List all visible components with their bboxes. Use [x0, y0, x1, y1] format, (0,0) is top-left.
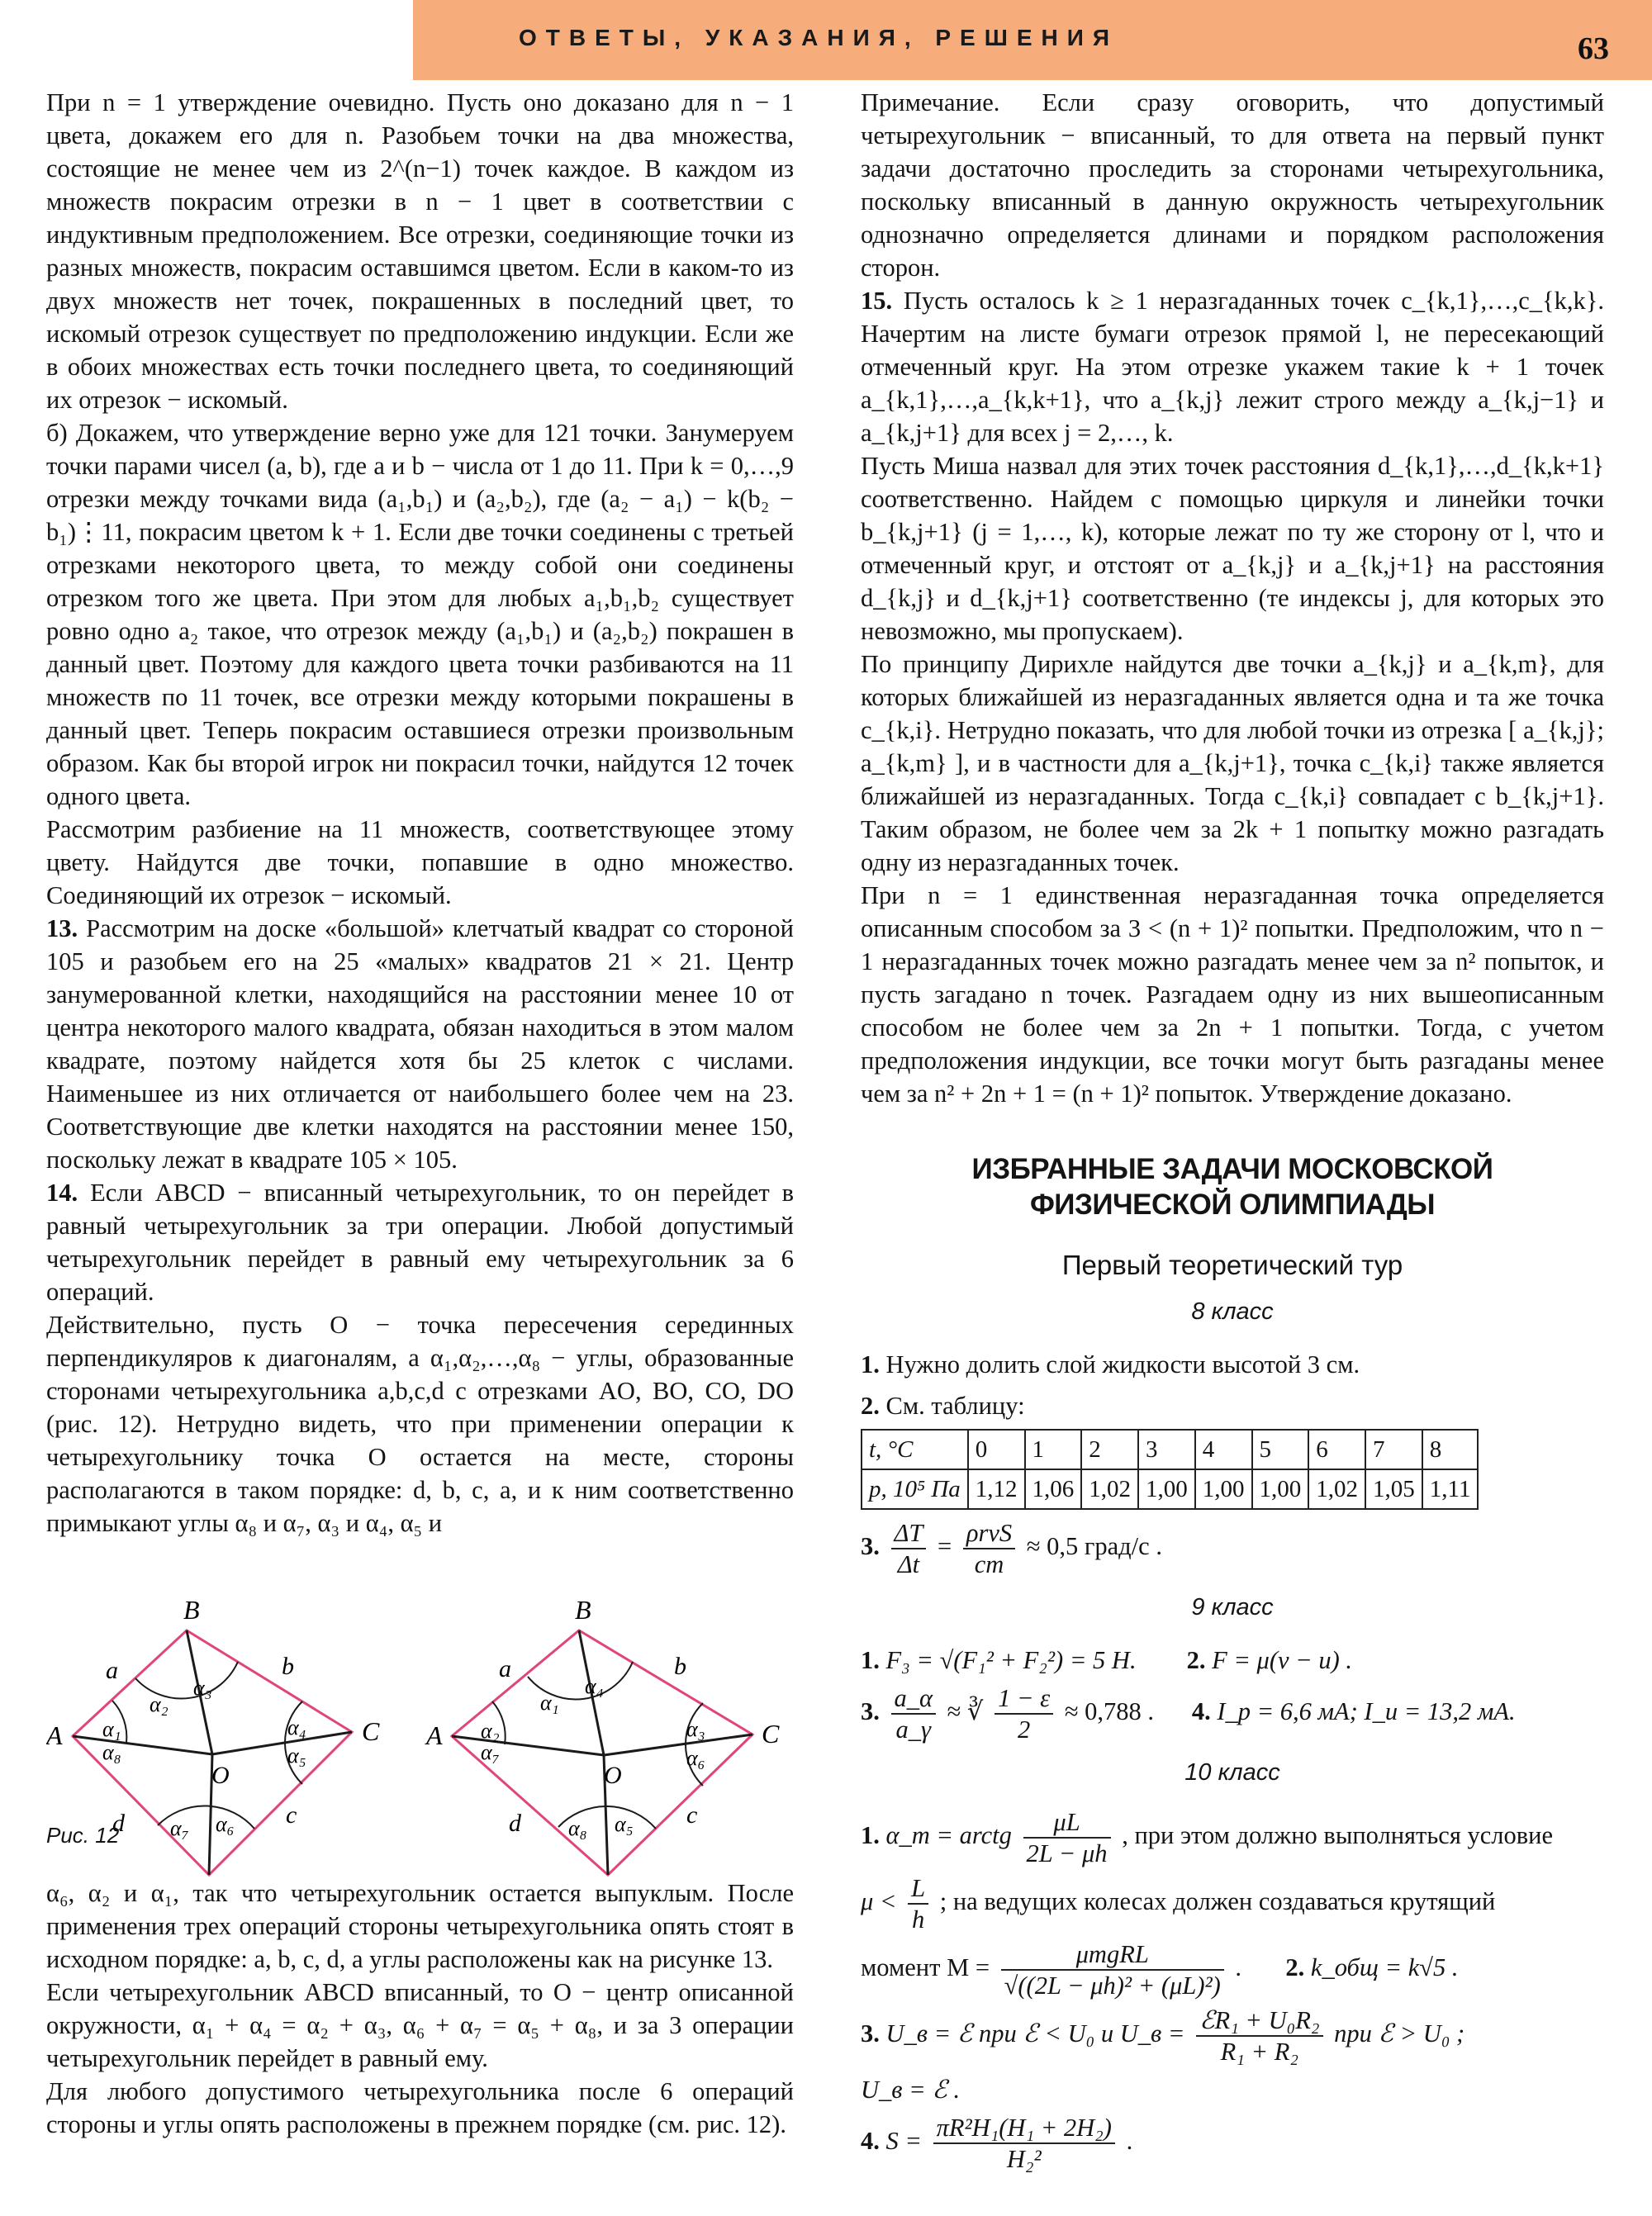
fraction-denominator: cm — [974, 1550, 1004, 1578]
paragraph-partition: Рассмотрим разбиение на 11 множеств, соответствующее этому цвету. Найдутся две точки, попавшие в одно множество. Соединяющий их отрезок − искомый. — [46, 815, 794, 909]
answer-10-3-number: 3. — [861, 2019, 880, 2048]
section-title-line-2: ФИЗИЧЕСКОЙ ОЛИМПИАДЫ — [1029, 1189, 1436, 1221]
paragraph-six-operations: Для любого допустимого четырехугольника после 6 операций стороны и углы опять расположены в прежнем порядке (см. рис. 12). — [46, 2077, 794, 2138]
label-c-left: C — [362, 1716, 380, 1746]
answer-8-2-number: 2. — [861, 1392, 880, 1420]
answer-9-4-number: 4. — [1191, 1697, 1211, 1725]
fraction-denominator: a_γ — [895, 1715, 932, 1744]
paragraph-induction: При n = 1 утверждение очевидно. Пусть оно доказано для n − 1 цвета, докажем его для n. Разобьем точки на два множества, состоящие не менее чем из 2^(n−1) точек каждое. В каждом из множеств покрасим отрезки в n − 1 цвет в соответствии с индуктивным предположением. Все отрезки, соединяющие точки из разных множеств, покрасим оставшимся цветом. Если в каком-то из двух множеств нет точек, покрашенных в последний цвет, то искомый отрезок существует по предположению индукции. Если же в обоих множествах есть точки последнего цвета, то соединяющий их отрезок − искомый. — [46, 88, 794, 414]
answer-8-3-tail: ≈ 0,5 град/с . — [1026, 1532, 1162, 1560]
table-cell: 2 — [1081, 1430, 1138, 1469]
fraction-moment — [1001, 1939, 1224, 2000]
paragraph-part-b: б) Докажем, что утверждение верно уже для 121 точки. Занумеруем точки парами чисел (a, b), где a и b − числа от 1 до 11. При k = 0,…,9 отрезки между точками вида (a₁,b₁) и (a₂,b₂), где (a₂ − a₁) − k(b₂ − b₁)⋮11, покрасим цветом k + 1. Если две точки соединены с третьей отрезками некоторого цвета, то между собой они соединены отрезком того же цвета. При этом для любых a₁,b₁,b₂ существует ровно одно a₂ такое, что отрезок между (a₁,b₁) и (a₂,b₂) покрашен в данный цвет. Поэтому для каждого цвета точки разбиваются на 11 множеств по 11 точек, все отрезки между которыми покрашены в данный цвет. Теперь покрасим оставшиеся отрезки произвольным образом. Как бы второй игрок ни покрасил точки, найдутся 12 точек одного цвета. — [46, 419, 794, 810]
answer-8-1-text: Нужно долить слой жидкости высотой 3 см. — [885, 1350, 1360, 1378]
fraction-numerator: ℰR₁ + U₀R₂ — [1196, 2005, 1322, 2037]
answer-9-3-tail: ≈ 0,788 . — [1064, 1697, 1155, 1725]
fraction-denominator: h — [912, 1905, 925, 1934]
section-title — [861, 1151, 1604, 1222]
answer-9-3-number: 3. — [861, 1697, 880, 1725]
answer-10-1 — [861, 1807, 1604, 1868]
angle-7-right: α₇ — [481, 1740, 500, 1764]
right-column — [861, 86, 1604, 2179]
section-title-line-1: ИЗБРАННЫЕ ЗАДАЧИ МОСКОВСКОЙ — [971, 1153, 1493, 1185]
page-number: 63 — [1578, 31, 1609, 66]
side-c-left: c — [286, 1801, 297, 1829]
segment-ao-right — [452, 1736, 604, 1755]
answer-10-3-a: U_в = ℰ при ℰ < U₀ и U_в = — [885, 2019, 1185, 2048]
round-subtitle: Первый теоретический тур — [1061, 1250, 1403, 1280]
problem-15 — [861, 284, 1604, 449]
label-o-left: O — [211, 1762, 230, 1789]
condition-head: μ < — [861, 1887, 897, 1915]
angle-4-left: α₄ — [287, 1715, 306, 1739]
paragraph-inscribed: Если четырехугольник ABCD вписанный, то O − центр описанной окружности, α₁ + α₄ = α₂ + α₃, α₆ + α₇ = α₅ + α₈, и за 3 операции четырехугольник перейдет в равный ему. — [46, 1978, 794, 2072]
problem-15-text: Пусть осталось k ≥ 1 неразгаданных точек c_{k,1},…,c_{k,k}. Начертим на листе бумаги отрезок прямой l, не пересекающий отмеченный круг. На этом отрезке укажем такие k + 1 точек a_{k,1},…,a_{k,k+1}, что a_{k,j} лежит строго между a_{k,j−1} и a_{k,j+1} для всех j = 2,…, k. — [861, 287, 1605, 447]
grade-10-heading: 10 класс — [1184, 1759, 1280, 1786]
segment-co-left — [212, 1732, 352, 1754]
segment-ao-left — [73, 1736, 212, 1754]
fraction-voltage — [1196, 2005, 1322, 2067]
answer-9-1-text: F₃ = √(F₁² + F₂²) = 5 Н. — [885, 1646, 1137, 1674]
answer-10-1-condition — [861, 1873, 1604, 1934]
answer-9-2-text: F = μ(v − u) . — [1212, 1646, 1353, 1674]
paragraph-misha: Пусть Миша назвал для этих точек расстояния d_{k,1},…,d_{k,k+1} соответственно. Найдем с помощью циркуля и линейки точки b_{k,j+1} (j = 1,…, k), которые лежат по ту же сторону от l, что и отмеченный круг, и отстоят от a_{k,j} и a_{k,j+1} на расстояния d_{k,j} и d_{k,j+1} соответственно (те индексы j, для которых это невозможно, мы пропускаем). — [861, 452, 1604, 645]
figure-12 — [46, 1546, 794, 1877]
label-b-left: B — [183, 1595, 200, 1625]
answer-10-4: 4. S = $\frac{\text{πR²H₁(H₁ + 2H₂)}}{\text{H₂²}}$ . — [861, 2114, 1133, 2173]
answer-9-3-4: 3. $\frac{a\_\alpha}{a\_\gamma}$ ≈ ∛ $\frac{1 - \varepsilon}{2}$ ≈ 0,788 . 4. I_р = 6,6 мА; I_и = 13,2 мА. — [861, 1684, 1516, 1744]
problem-13 — [46, 912, 794, 1176]
label-a-right: A — [426, 1720, 443, 1750]
side-b-right: b — [674, 1653, 686, 1680]
paragraph-convex: α₆, α₂ и α₁, так что четырехугольник остается выпуклым. После применения трех операций стороны четырехугольника опять стоят в исходном порядке: a, b, c, d, а углы расположены как на рисунке 13. — [46, 1879, 794, 1973]
angle-4-right: α₄ — [585, 1674, 604, 1698]
table-row-pressure — [862, 1469, 1478, 1509]
label-a-left: A — [46, 1720, 63, 1750]
fraction-numerator: ρrvS — [963, 1518, 1015, 1549]
fraction-area — [933, 2113, 1115, 2174]
pressure-table — [861, 1429, 1479, 1510]
answer-8-3: 3. $\frac{\Delta T}{\Delta t}$ = $\frac{\text{ρrvS}}{cm}$ ≈ 0,5 град/с . — [861, 1519, 1162, 1578]
table-cell: 1,11 — [1422, 1469, 1479, 1509]
answer-10-3-b: при ℰ > U₀ ; — [1334, 2019, 1465, 2048]
answer-10-3 — [861, 2005, 1604, 2067]
fraction-numerator: a_α — [891, 1683, 937, 1715]
angle-5-right: α₅ — [615, 1812, 634, 1836]
segment-co-right — [604, 1734, 752, 1755]
answer-10-1-tail: , при этом должно выполняться условие — [1122, 1821, 1554, 1849]
fraction-denominator: H₂² — [1006, 2145, 1042, 2173]
fraction-numerator: ΔT — [891, 1518, 927, 1549]
answer-10-3-c — [861, 2071, 1604, 2108]
answer-10-4-number: 4. — [861, 2127, 880, 2155]
answer-10-3-c-text: U_в = ℰ . — [861, 2076, 961, 2104]
answer-8-1-number: 1. — [861, 1350, 880, 1378]
paragraph-induction-n: При n = 1 единственная неразгаданная точка определяется описанным способом за 3 < (n + 1)² попытки. Предположим, что n − 1 неразгаданных точек можно разгадать менее чем за n² попыток, и пусть загадано n точек. Разгадаем одну из них вышеописанным способом не более чем за 2n + 1 попытки. Тогда, с учетом предположения индукции, все точки могут быть разгаданы менее чем за n² + 2n + 1 = (n + 1)² попыток. Утверждение доказано. — [861, 881, 1604, 1108]
fraction-a-alpha-gamma — [891, 1683, 937, 1744]
table-cell: 4 — [1195, 1430, 1252, 1469]
table-cell: 1 — [1025, 1430, 1082, 1469]
angle-8-left: α₈ — [102, 1740, 121, 1764]
grade-9-heading: 9 класс — [1191, 1594, 1274, 1620]
figure-caption: Рис. 12 — [46, 1823, 120, 1848]
fraction-numerator: 1 − ε — [995, 1683, 1053, 1715]
side-c-right: c — [686, 1801, 698, 1829]
fraction-numerator: L — [908, 1873, 928, 1905]
side-d-left: d — [112, 1810, 125, 1837]
problem-13-text: Рассмотрим на доске «большой» клетчатый квадрат со стороной 105 и разобьем его на 25 «малых» квадратов 21 × 21. Центр занумерованной клетки, находящийся на расстоянии менее 10 от центра некоторого малого квадрата, обязан находиться в этом малом квадрате, поэтому найдется хотя бы 25 клеток с числами. Наименьшее из них отличается от наибольшего более чем на 23. Соответствующие две клетки находятся на расстоянии менее 150, поскольку лежат в квадрате 105 × 105. — [46, 914, 795, 1174]
table-cell: 1,00 — [1195, 1469, 1252, 1509]
table-cell: 8 — [1422, 1430, 1479, 1469]
answer-9-4-text: I_р = 6,6 мА; I_и = 13,2 мА. — [1217, 1697, 1516, 1725]
fraction-numerator: μL — [1023, 1807, 1111, 1839]
fraction-one-minus-eps — [995, 1683, 1053, 1744]
fraction-denominator: 2L − μh — [1026, 1839, 1108, 1867]
answer-9-2-number: 2. — [1186, 1646, 1206, 1674]
fraction-l-h — [908, 1873, 928, 1934]
paragraph-dirichlet: По принципу Дирихле найдутся две точки a_{k,j} и a_{k,m}, для которых ближайшей из неразгаданных является одна и та же точка c_{k,i}. Нетрудно показать, что для любой точки из отрезка [ a_{k,j}; a_{k,m} ], и в частности для a_{k,j+1}, точка c_{k,i} также является ближайшей из неразгаданных. Тогда c_{k,i} совпадает с b_{k,j+1}. Таким образом, не более чем за 2k + 1 попытку можно разгадать одну из неразгаданных точек. — [861, 650, 1604, 876]
moment-head: момент M = — [861, 1953, 990, 1981]
table-cell: 1,12 — [968, 1469, 1025, 1509]
table-cell: 0 — [968, 1430, 1025, 1469]
fraction-mu-l — [1023, 1807, 1111, 1868]
angle-6-right: α₆ — [686, 1746, 705, 1770]
table-cell: 1,02 — [1308, 1469, 1365, 1509]
fraction-rho-r-v-s — [963, 1518, 1015, 1579]
answer-9-1-number: 1. — [861, 1646, 880, 1674]
side-d-right: d — [509, 1810, 521, 1837]
side-b-left: b — [282, 1653, 294, 1680]
fraction-denominator: 2 — [1018, 1715, 1031, 1744]
table-cell: 1,05 — [1365, 1469, 1422, 1509]
table-cell: 1,02 — [1081, 1469, 1138, 1509]
label-b-right: B — [575, 1595, 591, 1625]
answer-8-2 — [861, 1388, 1604, 1424]
answer-10-2-text: k_общ = k√5 . — [1310, 1953, 1459, 1981]
table-head-p: p, 10⁵ Па — [862, 1469, 968, 1509]
table-cell: 1,06 — [1025, 1469, 1082, 1509]
label-c-right: C — [762, 1719, 780, 1749]
label-o-right: O — [604, 1762, 622, 1789]
fraction-denominator: R₁ + R₂ — [1220, 2038, 1298, 2066]
answer-10-1-head: α_m = arctg — [885, 1821, 1012, 1849]
angle-6-left: α₆ — [216, 1812, 235, 1836]
answer-10-4-head: S = — [885, 2127, 922, 2155]
answer-9-1-2 — [861, 1642, 1604, 1678]
problem-13-number: 13. — [46, 914, 78, 942]
fraction-numerator: μmgRL — [1001, 1939, 1224, 1971]
problem-14 — [46, 1176, 794, 1308]
problem-14-text: Если ABCD − вписанный четырехугольник, то он перейдет в равный четырехугольник за три операции. Любой допустимый четырехугольник перейдет в равный ему четырехугольник за 6 операций. — [46, 1179, 795, 1306]
table-head-t: t, °C — [862, 1430, 968, 1469]
angle-3-left: α₃ — [193, 1676, 212, 1700]
answer-8-3-number: 3. — [861, 1532, 880, 1560]
fraction-denominator: √((2L − μh)² + (μL)²) — [1004, 1972, 1221, 2000]
angle-2-left: α₂ — [150, 1692, 169, 1716]
angle-8-right: α₈ — [568, 1816, 587, 1840]
page-header — [413, 0, 1652, 80]
note-paragraph: Примечание. Если сразу оговорить, что допустимый четырехугольник − вписанный, то для ответа на первый пункт задачи достаточно проследить за сторонами четырехугольника, поскольку вписанный в данную окружность четырехугольник однозначно определяется длинами и порядком расположения сторон. — [861, 88, 1604, 282]
answer-10-1-moment: момент M = $\frac{\text{μmgRL}}{\text{√((2L − μh)² + (μL)²)}}$ . 2. k_общ = k√5 . — [861, 1940, 1459, 2000]
condition-tail: ; на ведущих колесах должен создаваться крутящий — [939, 1887, 1496, 1915]
problem-14-number: 14. — [46, 1179, 78, 1207]
angle-7-left: α₇ — [170, 1816, 189, 1840]
table-row-temperature — [862, 1430, 1478, 1469]
angle-1-right: α₁ — [540, 1691, 559, 1715]
angle-2-right: α₂ — [481, 1719, 500, 1743]
answer-8-1 — [861, 1346, 1604, 1383]
side-a-left: a — [106, 1657, 118, 1684]
grade-8-heading: 8 класс — [1191, 1298, 1274, 1325]
problem-15-number: 15. — [861, 287, 893, 315]
table-cell: 6 — [1308, 1430, 1365, 1469]
fraction-dT-dt — [891, 1518, 927, 1579]
figure-12-drawing — [46, 1546, 790, 1877]
answer-8-2-text: См. таблицу: — [885, 1392, 1025, 1420]
fraction-denominator: Δt — [897, 1550, 920, 1578]
answer-10-1-number: 1. — [861, 1821, 880, 1849]
table-cell: 3 — [1138, 1430, 1195, 1469]
paragraph-operations: Действительно, пусть O − точка пересечения серединных перпендикуляров к диагоналям, а α₁,α₂,…,α₈ − углы, образованные сторонами четырехугольника a,b,c,d с отрезками AO, BO, CO, DO (рис. 12). Нетрудно видеть, что при применении операции к четырехугольнику точка O остается на месте, стороны располагаются в таком порядке: d, b, c, a, и к ним соответственно примыкают углы α₈ и α₇, α₃ и α₄, α₅ и — [46, 1311, 794, 1537]
left-column — [46, 86, 794, 2141]
angle-5-left: α₅ — [287, 1744, 306, 1768]
table-cell: 1,00 — [1138, 1469, 1195, 1509]
table-cell: 1,00 — [1252, 1469, 1309, 1509]
header-title: ОТВЕТЫ, УКАЗАНИЯ, РЕШЕНИЯ — [519, 25, 1119, 50]
answer-10-2-number: 2. — [1285, 1953, 1305, 1981]
fraction-numerator: πR²H₁(H₁ + 2H₂) — [933, 2113, 1115, 2144]
angle-3-right: α₃ — [686, 1717, 705, 1741]
side-a-right: a — [499, 1655, 511, 1682]
angle-1-left: α₁ — [102, 1717, 121, 1741]
table-cell: 5 — [1252, 1430, 1309, 1469]
table-cell: 7 — [1365, 1430, 1422, 1469]
